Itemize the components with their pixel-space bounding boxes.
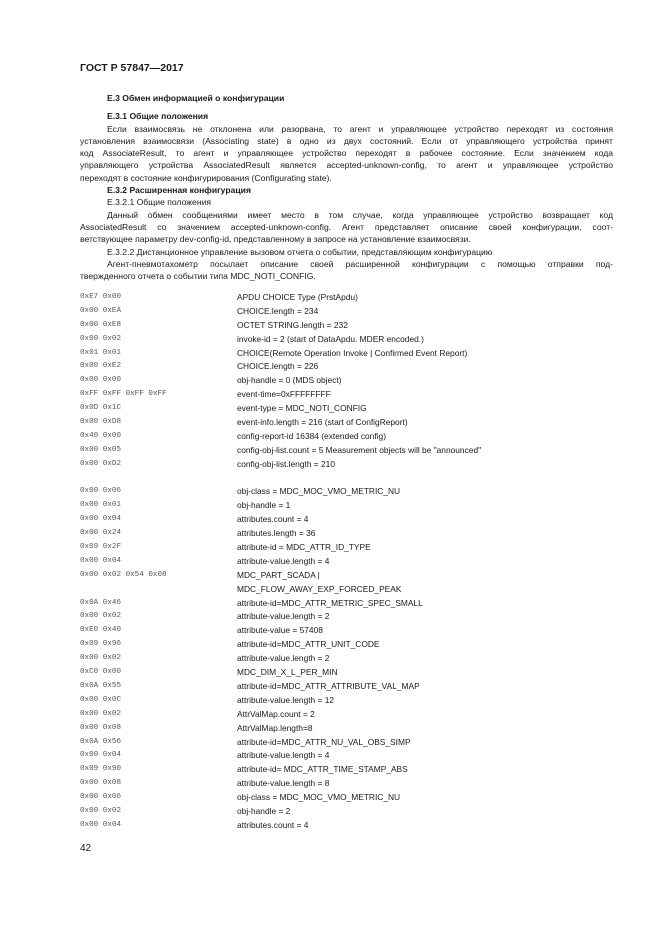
field-description: config-report-id 16384 (extended config) [237,430,386,441]
field-description: CHOICE.length = 234 [237,305,319,316]
hex-bytes: 0x0A 0x56 [80,737,122,746]
field-description: event-type = MDC_NOTI_CONFIG [237,403,367,414]
field-description: obj-handle = 2 [237,805,291,816]
hex-bytes: 0x00 0x06 [80,793,122,802]
hex-bytes: 0x00 0x08 [80,779,122,788]
field-description: MDC_PART_SCADA | [237,569,320,580]
code-row [80,555,481,569]
section-title: Е.3 Обмен информацией о конфигурации [107,93,285,103]
code-row [80,513,481,527]
code-row [80,680,481,694]
field-description: attribute-id = MDC_ATTR_ID_TYPE [237,542,371,553]
field-description: CHOICE.length = 226 [237,361,319,372]
code-row [80,805,481,819]
paragraph-line: переходят в состояние конфигурирования (Configurating state). [80,172,332,183]
code-row [80,374,481,388]
hex-bytes: 0x00 0x04 [80,820,122,829]
code-row [80,319,481,333]
hex-bytes: 0x01 0x01 [80,348,122,357]
hex-bytes: 0xE7 0x00 [80,293,122,301]
field-description: attribute-value.length = 12 [237,694,335,705]
hex-bytes: 0x00 0x02 [80,612,122,621]
standard-header: ГОСТ Р 57847—2017 [80,62,184,74]
code-row [80,541,481,555]
hex-bytes [80,583,237,597]
subsection-title-e32: Е.3.2 Расширенная конфигурация [107,185,251,196]
blank-line [80,472,481,486]
code-row [80,597,481,611]
hex-bytes: 0x0A 0x55 [80,681,122,690]
code-row [80,527,481,541]
code-row [80,458,481,472]
field-description: event-info.length = 216 (start of ConfigReport) [237,417,408,428]
code-row [80,305,481,319]
field-description: obj-class = MDC_MOC_VMO_METRIC_NU [237,486,401,497]
code-row [80,763,481,777]
code-row [80,652,481,666]
paragraph-e31 [80,123,613,184]
hex-bytes: 0x00 0xD2 [80,459,122,468]
apdu-header-rows [80,291,481,472]
code-row [80,708,481,722]
code-row [80,638,481,652]
paragraph-line: управляющего устройства AssociatedResult является accepted-unknown-config, то агент и управляющее устройство [80,160,613,171]
page-number: 42 [80,843,92,854]
hex-bytes: 0x00 0x04 [80,751,122,760]
hex-bytes: 0x00 0x01 [80,501,122,510]
code-row [80,583,481,597]
field-description: attribute-value.length = 4 [237,555,330,566]
hex-bytes: 0x00 0x02 [80,806,122,815]
paragraph-line: Если взаимосвязь не отклонена или разорвана, то агент и управляющее устройство переходят из состояния [107,123,613,134]
field-description: config-obj-list.count = 5 Measurement objects will be "announced" [237,444,482,455]
code-row [80,499,481,513]
hex-bytes: 0x00 0x08 [80,723,122,732]
field-description: attribute-id=MDC_ATTR_UNIT_CODE [237,639,380,650]
paragraph-line: установления взаимосвязи (Associating state) в одно из двух состояний. Если от управляющего устройства принят [80,135,613,146]
field-description: attribute-id=MDC_ATTR_NU_VAL_OBS_SIMP [237,736,411,747]
field-description: attributes.length = 36 [237,528,316,539]
code-row [80,569,481,583]
paragraph-e322 [80,258,613,283]
section-text [80,92,613,282]
code-row [80,388,481,402]
code-row [80,791,481,805]
field-description: OCTET STRING.length = 232 [237,319,348,330]
code-row [80,777,481,791]
code-row [80,694,481,708]
hex-bytes: 0xFF 0xFF 0xFF 0xFF [80,390,167,399]
hex-bytes: 0x00 0xEA [80,306,122,315]
subsection-title-e321: Е.3.2.1 Общие положения [107,197,212,208]
field-description: attribute-value = 57408 [237,625,323,636]
code-row [80,347,481,361]
subsection-title-e322: Е.3.2.2 Дистанционное управление вызовом отчета о событии, представляющим конфигурацию [107,246,493,257]
field-description: AttrValMap.length=8 [237,722,313,733]
code-row [80,736,481,750]
field-description: attribute-id=MDC_ATTR_ATTRIBUTE_VAL_MAP [237,680,420,691]
code-row [80,402,481,416]
code-row [80,430,481,444]
hex-bytes: 0x00 0xD8 [80,418,122,427]
hex-bytes: 0xE0 0x40 [80,626,122,635]
hex-bytes: 0x00 0x05 [80,445,122,454]
hex-bytes: 0x00 0x06 [80,487,122,496]
paragraph-line: код AssociateResult, то агент и управляющее устройство переходят в рабочее состояние. Если значением кода [80,148,613,159]
code-row [80,610,481,624]
field-description: obj-class = MDC_MOC_VMO_METRIC_NU [237,792,401,803]
paragraph-line: AssociatedResult со значением accepted-unknown-config. Агент представляет описание своей конфигурации, соот- [80,221,613,232]
code-row [80,416,481,430]
code-row [80,819,481,833]
field-description: attributes.count = 4 [237,819,309,830]
code-row [80,722,481,736]
code-row [80,360,481,374]
code-row [80,291,481,305]
paragraph-line: ветствующее параметру dev-config-id, представленному в запросе на установление взаимосвязи. [80,234,471,245]
hex-bytes: 0x09 0x90 [80,765,122,774]
object-config-rows [80,485,481,832]
paragraph-e321 [80,209,613,246]
hex-bytes: 0x00 0xE8 [80,320,122,329]
code-row [80,333,481,347]
hex-bytes: 0x0A 0x46 [80,598,122,607]
hex-bytes: 0x00 0x00 [80,376,122,385]
field-description: obj-handle = 1 [237,500,291,511]
hex-bytes: 0x00 0x04 [80,515,122,524]
field-description: attribute-value.length = 4 [237,750,330,761]
field-description: MDC_FLOW_AWAY_EXP_FORCED_PEAK [237,583,402,594]
field-description: event-time=0xFFFFFFFF [237,389,331,400]
code-row [80,485,481,499]
code-row [80,749,481,763]
hex-bytes: 0x0D 0x1C [80,404,122,413]
field-description: AttrValMap.count = 2 [237,708,315,719]
apdu-dump [80,291,481,833]
field-description: attribute-value.length = 8 [237,778,330,789]
hex-bytes: 0x00 0x02 [80,334,122,343]
field-description: MDC_DIM_X_L_PER_MIN [237,667,338,678]
hex-bytes: 0x09 0x96 [80,640,122,649]
hex-bytes: 0x00 0x04 [80,556,122,565]
code-row [80,666,481,680]
hex-bytes: 0x00 0xE2 [80,362,122,371]
field-description: attribute-value.length = 2 [237,653,330,664]
field-description: attribute-id=MDC_ATTR_METRIC_SPEC_SMALL [237,597,423,608]
hex-bytes: 0x00 0x02 [80,709,122,718]
field-description: APDU CHOICE Type (PrstApdu) [237,292,358,302]
hex-bytes: 0x09 0x2F [80,543,122,552]
hex-bytes: 0x00 0x02 [80,654,122,663]
field-description: config-obj-list.length = 210 [237,458,336,469]
subsection-title-e31: Е.3.1 Общие положения [107,111,209,122]
field-description: attributes.count = 4 [237,514,309,525]
hex-bytes: 0x40 0x00 [80,431,122,440]
paragraph-line: твержденного отчета о событии типа MDC_NOTI_CONFIG. [80,271,316,282]
hex-bytes: 0x00 0x24 [80,529,122,538]
hex-bytes: 0xC0 0x00 [80,668,122,677]
paragraph-line: Данный обмен сообщениями имеет место в том случае, когда управляющее устройство возвращает код [107,209,613,220]
code-row [80,624,481,638]
hex-bytes: 0x00 0x02 0x54 0x08 [80,570,167,579]
code-row [80,444,481,458]
hex-bytes: 0x00 0x0C [80,695,122,704]
field-description: CHOICE(Remote Operation Invoke | Confirmed Event Report) [237,347,468,358]
field-description: invoke-id = 2 (start of DataApdu. MDER encoded.) [237,333,424,344]
field-description: attribute-value.length = 2 [237,611,330,622]
field-description: obj-handle = 0 (MDS object) [237,375,342,386]
paragraph-line: Агент-пневмотахометр посылает описание своей расширенной конфигурации с помощью отправки под- [107,258,613,269]
field-description: attribute-id= MDC_ATTR_TIME_STAMP_ABS [237,764,408,775]
